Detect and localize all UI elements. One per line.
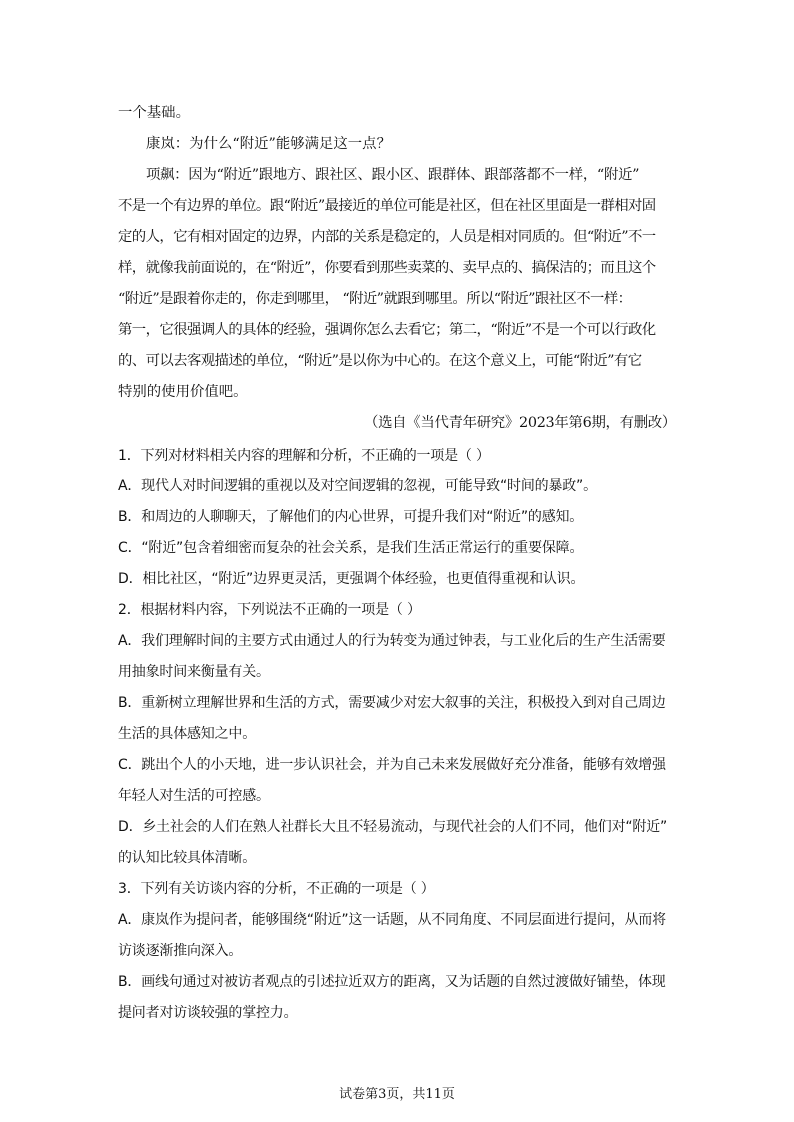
option-line-cont: 年轻人对生活的可控感。 (118, 788, 270, 804)
option-line: C．跳出个人的小天地，进一步认识社会，并为自己未来发展做好充分准备，能够有效增强 (118, 757, 666, 773)
option-line-cont: 用抽象时间来衡量有关。 (118, 664, 270, 680)
source-citation: （选自《当代青年研究》2023年第6期，有删改） (363, 415, 676, 431)
question-stem: 1．下列对材料相关内容的理解和分析，不正确的一项是（ ） (118, 448, 490, 464)
option-line: B．画线句通过对被访者观点的引述拉近双方的距离，又为话题的自然过渡做好铺垫，体现 (118, 974, 666, 990)
option-line-cont: 访谈逐渐推向深入。 (118, 943, 243, 959)
passage-line: 特别的使用价值吧。 (118, 384, 248, 400)
option-line-cont: 提问者对访谈较强的掌控力。 (118, 1005, 298, 1021)
passage-line: 一个基础。 (118, 105, 190, 121)
option-line: A．康岚作为提问者，能够围绕“附近”这一话题，从不同角度、不同层面进行提问，从而将 (118, 912, 666, 928)
option-line: D．相比社区，“附近”边界更灵活，更强调个体经验，也更值得重视和认识。 (118, 571, 585, 587)
question-stem: 2．根据材料内容，下列说法不正确的一项是（ ） (118, 602, 421, 618)
passage-line: 项飙：因为“附近”跟地方、跟社区、跟小区、跟群体、跟部落都不一样，“附近” (146, 167, 640, 183)
passage-line: 不是一个有边界的单位。跟“附近”最接近的单位可能是社区，但在社区里面是一群相对固 (118, 198, 656, 214)
option-line: D．乡土社会的人们在熟人社群长大且不轻易流动，与现代社会的人们不同，他们对“附近” (118, 819, 668, 835)
passage-line: 第一，它很强调人的具体的经验，强调你怎么去看它；第二，“附近”不是一个可以行政化 (118, 322, 656, 338)
page-footer: 试卷第3页，共11页 (339, 1087, 455, 1102)
option-line: B．重新树立理解世界和生活的方式，需要减少对宏大叙事的关注，积极投入到对自己周边 (118, 695, 666, 711)
option-line: B．和周边的人聊聊天，了解他们的内心世界，可提升我们对“附近”的感知。 (118, 509, 584, 525)
option-line: A．我们理解时间的主要方式由通过人的行为转变为通过钟表，与工业化后的生产生活需要 (118, 633, 666, 649)
passage-line: 康岚：为什么“附近”能够满足这一点？ (146, 136, 391, 152)
option-line: C．“附近”包含着细密而复杂的社会关系，是我们生活正常运行的重要保障。 (118, 540, 584, 556)
question-stem: 3．下列有关访谈内容的分析，不正确的一项是（ ） (118, 881, 435, 897)
passage-line: 定的人，它有相对固定的边界，内部的关系是稳定的，人员是相对同质的。但“附近”不一 (118, 229, 656, 245)
option-line-cont: 的认知比较具体清晰。 (118, 850, 256, 866)
passage-line: 样，就像我前面说的，在“附近”，你要看到那些卖菜的、卖早点的、搞保洁的；而且这个 (118, 260, 656, 276)
option-line: A．现代人对时间逻辑的重视以及对空间逻辑的忽视，可能导致“时间的暴政”。 (118, 478, 597, 494)
passage-line: “附近”是跟着你走的，你走到哪里， “附近”就跟到哪里。所以“附近”跟社区不一样： (118, 291, 632, 307)
option-line-cont: 生活的具体感知之中。 (118, 726, 256, 742)
passage-line: 的、可以去客观描述的单位，“附近”是以你为中心的。在这个意义上，可能“附近”有它 (118, 353, 642, 369)
